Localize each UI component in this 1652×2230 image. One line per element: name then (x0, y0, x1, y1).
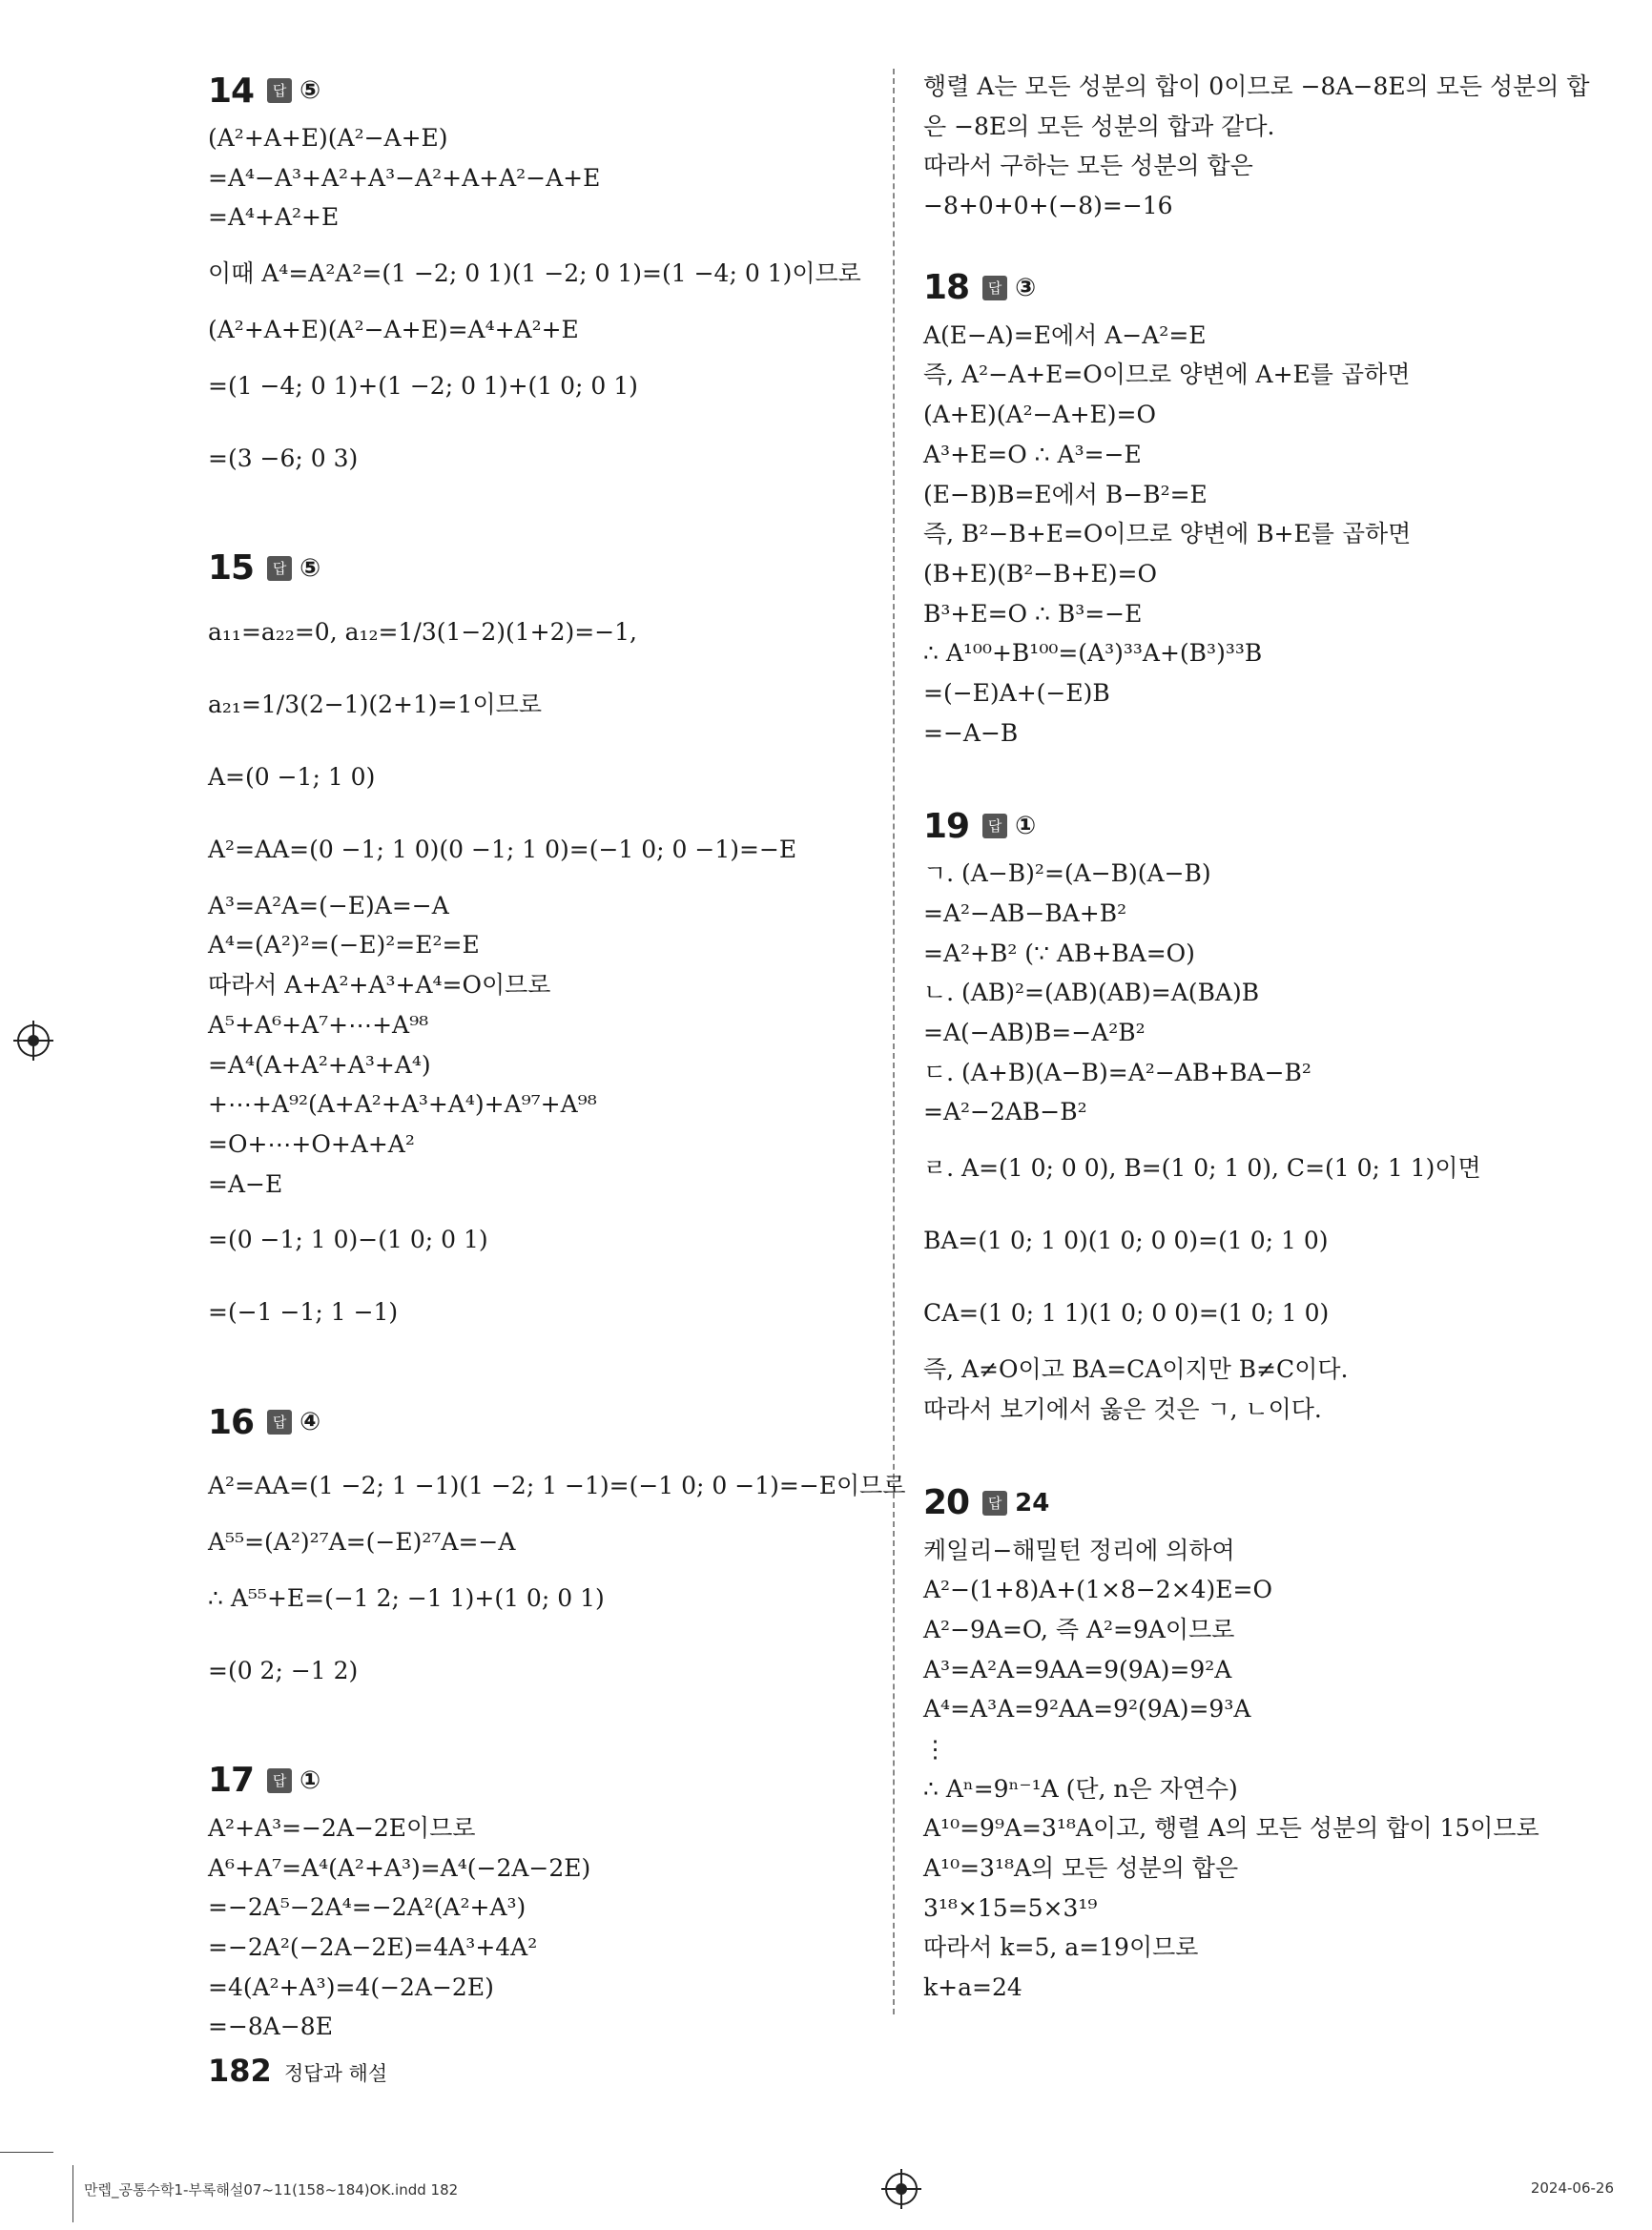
solution-line: ∴ A⁵⁵+E=(−1 2; −1 1)+(1 0; 0 1) (208, 1583, 605, 1612)
solution-line: A¹⁰=3¹⁸A의 모든 성분의 합은 (923, 1854, 1239, 1882)
solution-line: A⁴=A³A=9²AA=9²(9A)=9³A (923, 1695, 1251, 1724)
right-column (923, 67, 1591, 2019)
answer-value: ① (1015, 812, 1037, 841)
solution-line: A⁵⁵=(A²)²⁷A=(−E)²⁷A=−A (208, 1528, 516, 1557)
solution-line: A⁵+A⁶+A⁷+⋯+A⁹⁸ (208, 1010, 429, 1039)
solution-line: −8+0+0+(−8)=−16 (923, 192, 1173, 220)
solution-line: =A²−2AB−B² (923, 1098, 1087, 1126)
answer-value: ④ (299, 1408, 321, 1437)
solution-line: 즉, A≠O이고 BA=CA이지만 B≠C이다. (923, 1355, 1349, 1384)
solution-line: B³+E=O ∴ B³=−E (923, 599, 1143, 628)
solution-line: ㄹ. A=(1 0; 0 0), B=(1 0; 1 0), C=(1 0; 1 1)이면 (923, 1154, 1481, 1183)
solution-line: =(1 −4; 0 1)+(1 −2; 0 1)+(1 0; 0 1) (208, 371, 638, 400)
solution-line: A²=AA=(1 −2; 1 −1)(1 −2; 1 −1)=(−1 0; 0 −1)=−E이므로 (208, 1472, 906, 1500)
answer-value: ③ (1015, 273, 1037, 302)
print-file-name: 만렙_공통수학1-부록해설07~11(158~184)OK.indd 182 (84, 2181, 459, 2199)
solution-line: A⁴=(A²)²=(−E)²=E²=E (208, 931, 480, 960)
answer-badge: 답 (982, 1491, 1007, 1516)
solution-line: =A−E (208, 1169, 283, 1198)
problem-header (208, 1757, 866, 1805)
solution-line: =(0 2; −1 2) (208, 1656, 359, 1684)
problem-header (208, 545, 866, 592)
answer-badge: 답 (982, 814, 1007, 838)
solution-line: 3¹⁸×15=5×3¹⁹ (923, 1893, 1098, 1922)
answer-value: 24 (1015, 1488, 1050, 1518)
problem-header (923, 264, 1591, 312)
solution-line: a₁₁=a₂₂=0, a₁₂=1/3(1−2)(1+2)=−1, (208, 617, 637, 646)
problem-header (923, 1479, 1591, 1527)
solution-line: 따라서 A+A²+A³+A⁴=O이므로 (208, 971, 551, 1000)
problem-block (923, 1479, 1591, 2008)
answer-badge: 답 (267, 556, 292, 581)
section-label: 정답과 해설 (284, 2062, 388, 2085)
solution-line: A³=A²A=(−E)A=−A (208, 891, 449, 919)
crop-mark (0, 2152, 53, 2153)
answer-badge: 답 (982, 276, 1007, 300)
problem-number: 15 (208, 548, 255, 588)
solution-line: (B+E)(B²−B+E)=O (923, 559, 1157, 588)
solution-line: =−8A−8E (208, 2013, 333, 2041)
solution-line: =−A−B (923, 718, 1019, 747)
answer-badge: 답 (267, 1768, 292, 1793)
solution-line: (A²+A+E)(A²−A+E) (208, 124, 448, 152)
answer-value: ⑤ (299, 76, 321, 105)
solution-line: A²−9A=O, 즉 A²=9A이므로 (923, 1615, 1235, 1643)
answer-badge: 답 (267, 1410, 292, 1435)
solution-line: =4(A²+A³)=4(−2A−2E) (208, 1972, 494, 2001)
problem-number: 14 (208, 71, 255, 111)
problem-header (923, 802, 1591, 850)
solution-line: 은 −8E의 모든 성분의 합과 같다. (923, 112, 1275, 140)
answer-badge: 답 (267, 78, 292, 103)
solution-line: 이때 A⁴=A²A²=(1 −2; 0 1)(1 −2; 0 1)=(1 −4; 0 1)이므로 (208, 259, 861, 288)
solution-line: 케일리−해밀턴 정리에 의하여 (923, 1536, 1235, 1564)
problem-block (923, 264, 1591, 754)
solution-line: ㄷ. (A+B)(A−B)=A²−AB+BA−B² (923, 1058, 1311, 1086)
solution-line: CA=(1 0; 1 1)(1 0; 0 0)=(1 0; 1 0) (923, 1299, 1330, 1328)
solution-line: ⋮ (923, 1734, 947, 1763)
solution-line: =A⁴+A²+E (208, 203, 340, 232)
solution-line: A³+E=O ∴ A³=−E (923, 440, 1142, 468)
crop-mark (72, 2165, 73, 2222)
solution-line: =(−1 −1; 1 −1) (208, 1298, 399, 1327)
print-date: 2024-06-26 (1530, 2179, 1614, 2197)
column-divider (893, 69, 895, 2014)
solution-line: +⋯+A⁹²(A+A²+A³+A⁴)+A⁹⁷+A⁹⁸ (208, 1090, 597, 1119)
problem-block (923, 802, 1591, 1429)
solution-line: BA=(1 0; 1 0)(1 0; 0 0)=(1 0; 1 0) (923, 1227, 1329, 1255)
problem-block (208, 67, 866, 495)
solution-line: A¹⁰=9⁹A=3¹⁸A이고, 행렬 A의 모든 성분의 합이 15이므로 (923, 1814, 1539, 1843)
solution-line: A=(0 −1; 1 0) (208, 762, 376, 791)
solution-line: =A(−AB)B=−A²B² (923, 1019, 1146, 1047)
problem-header (208, 1398, 866, 1446)
solution-line: ∴ A¹⁰⁰+B¹⁰⁰=(A³)³³A+(B³)³³B (923, 639, 1263, 668)
solution-line: ㄴ. (AB)²=(AB)(AB)=A(BA)B (923, 979, 1260, 1007)
solution-line: =−2A⁵−2A⁴=−2A²(A²+A³) (208, 1893, 527, 1922)
solution-line: A(E−A)=E에서 A−A²=E (923, 320, 1207, 349)
solution-line: =A²+B² (∵ AB+BA=O) (923, 939, 1195, 967)
solution-line: 즉, A²−A+E=O이므로 양변에 A+E를 곱하면 (923, 361, 1411, 389)
problem-number: 19 (923, 806, 970, 846)
solution-line: =O+⋯+O+A+A² (208, 1129, 415, 1158)
solution-line: ∴ Aⁿ=9ⁿ⁻¹A (단, n은 자연수) (923, 1774, 1238, 1803)
solution-line: A⁶+A⁷=A⁴(A²+A³)=A⁴(−2A−2E) (208, 1853, 591, 1882)
solution-line: (A²+A+E)(A²−A+E)=A⁴+A²+E (208, 316, 579, 344)
problem-block (208, 1757, 866, 2047)
problem-number: 17 (208, 1761, 255, 1801)
solution-line: 따라서 구하는 모든 성분의 합은 (923, 152, 1253, 180)
registration-mark-icon (17, 1024, 50, 1057)
registration-mark-icon (885, 2173, 918, 2205)
solution-line: =A⁴−A³+A²+A³−A²+A+A²−A+E (208, 163, 601, 192)
solution-line: ㄱ. (A−B)²=(A−B)(A−B) (923, 859, 1211, 888)
solution-line: =(0 −1; 1 0)−(1 0; 0 1) (208, 1226, 488, 1254)
answer-value: ⑤ (299, 553, 321, 583)
solution-line: A²=AA=(0 −1; 1 0)(0 −1; 1 0)=(−1 0; 0 −1)=−E (208, 835, 797, 863)
solution-line: =−2A²(−2A−2E)=4A³+4A² (208, 1933, 538, 1961)
solution-line: k+a=24 (923, 1973, 1022, 2002)
problem-number: 18 (923, 268, 970, 308)
problem-header (208, 67, 866, 114)
problem-block (208, 545, 866, 1350)
problem-number: 20 (923, 1483, 970, 1522)
solution-line: 즉, B²−B+E=O이므로 양변에 B+E를 곱하면 (923, 520, 1412, 548)
solution-line: 따라서 보기에서 옳은 것은 ㄱ, ㄴ이다. (923, 1394, 1322, 1423)
solution-line: A³=A²A=9AA=9(9A)=9²A (923, 1655, 1232, 1683)
solution-line: A²+A³=−2A−2E이므로 (208, 1813, 476, 1842)
solution-line: (E−B)B=E에서 B−B²=E (923, 480, 1208, 508)
solution-line: =A⁴(A+A²+A³+A⁴) (208, 1050, 431, 1079)
solution-line: a₂₁=1/3(2−1)(2+1)=1이므로 (208, 690, 542, 718)
solution-line: =A²−AB−BA+B² (923, 899, 1127, 927)
problem-number: 16 (208, 1402, 255, 1442)
solution-line: 행렬 A는 모든 성분의 합이 0이므로 −8A−8E의 모든 성분의 합 (923, 72, 1590, 100)
solution-line: 따라서 k=5, a=19이므로 (923, 1933, 1199, 1962)
answer-value: ① (299, 1765, 321, 1795)
left-column (208, 67, 906, 2058)
solution-line: =(3 −6; 0 3) (208, 444, 359, 472)
solution-line: =(−E)A+(−E)B (923, 678, 1110, 707)
problem-block (208, 1398, 906, 1707)
solution-line: A²−(1+8)A+(1×8−2×4)E=O (923, 1576, 1272, 1604)
solution-line: (A+E)(A²−A+E)=O (923, 401, 1156, 429)
problem-17-continuation (923, 67, 1591, 226)
page-number: 182 (208, 2053, 272, 2089)
